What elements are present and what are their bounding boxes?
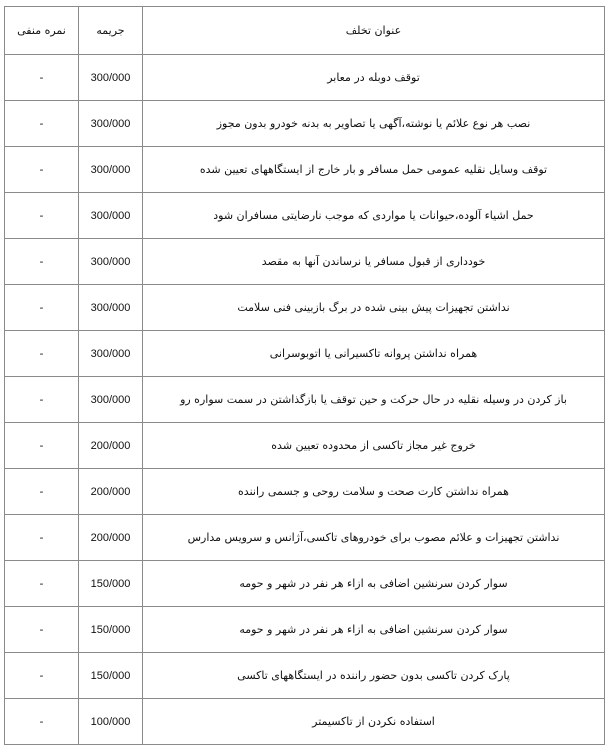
negative-points-cell: - xyxy=(5,699,79,745)
negative-points-cell: - xyxy=(5,377,79,423)
violation-title-cell: باز کردن در وسیله نقلیه در حال حرکت و حین توقف یا بازگذاشتن در سمت سواره رو xyxy=(143,377,605,423)
fine-cell: 150/000 xyxy=(79,653,143,699)
table-row xyxy=(5,699,605,745)
negative-points-cell: - xyxy=(5,515,79,561)
negative-points-cell: - xyxy=(5,469,79,515)
fine-cell: 300/000 xyxy=(79,101,143,147)
table-row xyxy=(5,331,605,377)
table-row xyxy=(5,285,605,331)
header-negative-points: نمره منفی xyxy=(5,7,79,55)
violation-title-cell: خروج غیر مجاز تاکسی از محدوده تعیین شده xyxy=(143,423,605,469)
table-row xyxy=(5,561,605,607)
fine-cell: 300/000 xyxy=(79,331,143,377)
table-row xyxy=(5,607,605,653)
fine-cell: 300/000 xyxy=(79,377,143,423)
negative-points-cell: - xyxy=(5,193,79,239)
table-row xyxy=(5,193,605,239)
violation-title-cell: خودداری از قبول مسافر یا نرساندن آنها به مقصد xyxy=(143,239,605,285)
negative-points-cell: - xyxy=(5,423,79,469)
table-row xyxy=(5,377,605,423)
negative-points-cell: - xyxy=(5,331,79,377)
negative-points-cell: - xyxy=(5,101,79,147)
table-header-row xyxy=(5,7,605,55)
violation-title-cell: توقف وسایل نقلیه عمومی حمل مسافر و بار خارج از ایستگاههای تعیین شده xyxy=(143,147,605,193)
fine-cell: 200/000 xyxy=(79,515,143,561)
fine-cell: 200/000 xyxy=(79,423,143,469)
fine-cell: 300/000 xyxy=(79,285,143,331)
violation-title-cell: پارک کردن تاکسی بدون حضور راننده در ایستگاههای تاکسی xyxy=(143,653,605,699)
table-row xyxy=(5,469,605,515)
table-body xyxy=(5,55,605,745)
fine-cell: 100/000 xyxy=(79,699,143,745)
negative-points-cell: - xyxy=(5,55,79,101)
negative-points-cell: - xyxy=(5,653,79,699)
table-row xyxy=(5,147,605,193)
violation-title-cell: توقف دوبله در معابر xyxy=(143,55,605,101)
negative-points-cell: - xyxy=(5,147,79,193)
violation-title-cell: نداشتن تجهیزات پیش بینی شده در برگ بازبینی فنی سلامت xyxy=(143,285,605,331)
header-violation-title: عنوان تخلف xyxy=(143,7,605,55)
header-fine: جریمه xyxy=(79,7,143,55)
negative-points-cell: - xyxy=(5,285,79,331)
fine-cell: 150/000 xyxy=(79,561,143,607)
table-row xyxy=(5,239,605,285)
negative-points-cell: - xyxy=(5,239,79,285)
fine-cell: 300/000 xyxy=(79,147,143,193)
violation-title-cell: همراه نداشتن پروانه تاکسیرانی یا اتوبوسرانی xyxy=(143,331,605,377)
table-row xyxy=(5,101,605,147)
violation-title-cell: استفاده نکردن از تاکسیمتر xyxy=(143,699,605,745)
table-row xyxy=(5,423,605,469)
table-row xyxy=(5,653,605,699)
violation-title-cell: نداشتن تجهیزات و علائم مصوب برای خودروهای تاکسی،آژانس و سرویس مدارس xyxy=(143,515,605,561)
fine-cell: 300/000 xyxy=(79,239,143,285)
violation-title-cell: حمل اشیاء آلوده،حیوانات یا مواردی که موجب نارضایتی مسافران شود xyxy=(143,193,605,239)
traffic-fines-table xyxy=(4,6,605,745)
fine-cell: 200/000 xyxy=(79,469,143,515)
fine-cell: 150/000 xyxy=(79,607,143,653)
violation-title-cell: سوار کردن سرنشین اضافی به ازاء هر نفر در شهر و حومه xyxy=(143,607,605,653)
negative-points-cell: - xyxy=(5,561,79,607)
fine-cell: 300/000 xyxy=(79,193,143,239)
fine-cell: 300/000 xyxy=(79,55,143,101)
violation-title-cell: همراه نداشتن کارت صحت و سلامت روحی و جسمی راننده xyxy=(143,469,605,515)
table-row xyxy=(5,515,605,561)
violation-title-cell: نصب هر نوع علائم یا نوشته،آگهی یا تصاویر به بدنه خودرو بدون مجوز xyxy=(143,101,605,147)
negative-points-cell: - xyxy=(5,607,79,653)
table-row xyxy=(5,55,605,101)
violation-title-cell: سوار کردن سرنشین اضافی به ازاء هر نفر در شهر و حومه xyxy=(143,561,605,607)
